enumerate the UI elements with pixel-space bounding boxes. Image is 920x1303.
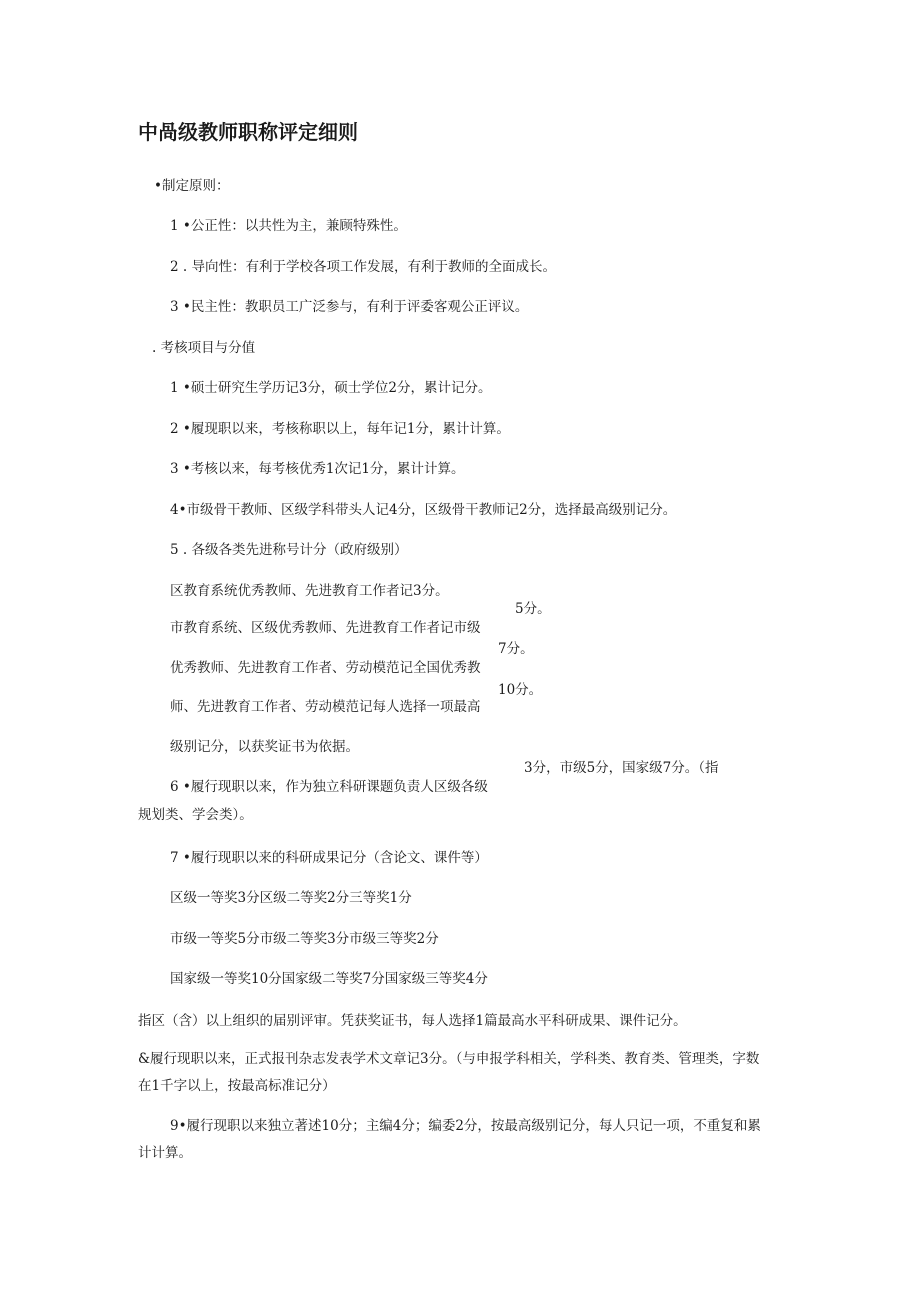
paragraph-line: 2 . 导向性：有利于学校各项工作发展，有利于教师的全面成长。 bbox=[170, 259, 556, 275]
paragraph-line: 规划类、学会类）。 bbox=[138, 807, 253, 823]
paragraph-line: 1 •公正性：以共性为主，兼顾特殊性。 bbox=[170, 218, 407, 234]
section-heading-items: . 考核项目与分值 bbox=[152, 340, 256, 356]
paragraph-line: 7 •履行现职以来的科研成果记分（含论文、课件等） bbox=[170, 850, 488, 866]
paragraph-line: 指区（含）以上组织的届别评审。凭获奖证书，每人选择1篇最高水平科研成果、课件记分。 bbox=[138, 1013, 687, 1029]
section-heading-principles: •制定原则： bbox=[154, 178, 230, 194]
paragraph-line: 2 •履现职以来，考核称职以上，每年记1分，累计计算。 bbox=[170, 421, 510, 437]
paragraph-line: 7分。 bbox=[498, 641, 534, 657]
paragraph-line: 3分，市级5分，国家级7分。（指 bbox=[524, 760, 719, 776]
paragraph-line: 师、先进教育工作者、劳动模范记每人选择一项最高 bbox=[170, 699, 481, 715]
paragraph-line: 级别记分，以获奖证书为依据。 bbox=[170, 739, 359, 755]
paragraph-line: 市教育系统、区级优秀教师、先进教育工作者记市级 bbox=[170, 620, 481, 636]
paragraph-line: 市级一等奖5分市级二等奖3分市级三等奖2分 bbox=[170, 931, 439, 947]
document-title: 中咼级教师职称评定细则 bbox=[138, 120, 358, 144]
paragraph-line: 4•市级骨干教师、区级学科带头人记4分，区级骨干教师记2分，选择最高级别记分。 bbox=[170, 502, 677, 518]
paragraph-line: 10分。 bbox=[498, 682, 543, 698]
paragraph-line: 3 •民主性：教职员工广泛参与，有利于评委客观公正评议。 bbox=[170, 299, 529, 315]
paragraph-line: 6 •履行现职以来，作为独立科研课题负责人区级各级 bbox=[170, 779, 488, 795]
paragraph-line: 国家级一等奖10分国家级二等奖7分国家级三等奖4分 bbox=[170, 971, 488, 987]
paragraph-line: 5分。 bbox=[515, 601, 551, 617]
paragraph-line: 在1千字以上，按最高标准记分） bbox=[138, 1078, 336, 1094]
paragraph-line: 9•履行现职以来独立著述10分；主编4分；编委2分，按最高级别记分，每人只记一项，不重复和累 bbox=[170, 1118, 761, 1134]
paragraph-line: 计计算。 bbox=[138, 1145, 192, 1161]
paragraph-line: 3 •考核以来，每考核优秀1次记1分，累计计算。 bbox=[170, 461, 465, 477]
paragraph-line: 优秀教师、先进教育工作者、劳动模范记全国优秀教 bbox=[170, 660, 481, 676]
paragraph-line: 5 . 各级各类先进称号计分（政府级别） bbox=[170, 542, 408, 558]
paragraph-line: 1 •硕士研究生学历记3分，硕士学位2分，累计记分。 bbox=[170, 380, 492, 396]
paragraph-line: &履行现职以来，正式报刊杂志发表学术文章记3分。（与申报学科相关，学科类、教育类、管理类，字数 bbox=[138, 1051, 760, 1067]
paragraph-line: 区教育系统优秀教师、先进教育工作者记3分。 bbox=[170, 583, 449, 599]
paragraph-line: 区级一等奖3分区级二等奖2分三等奖1分 bbox=[170, 890, 412, 906]
